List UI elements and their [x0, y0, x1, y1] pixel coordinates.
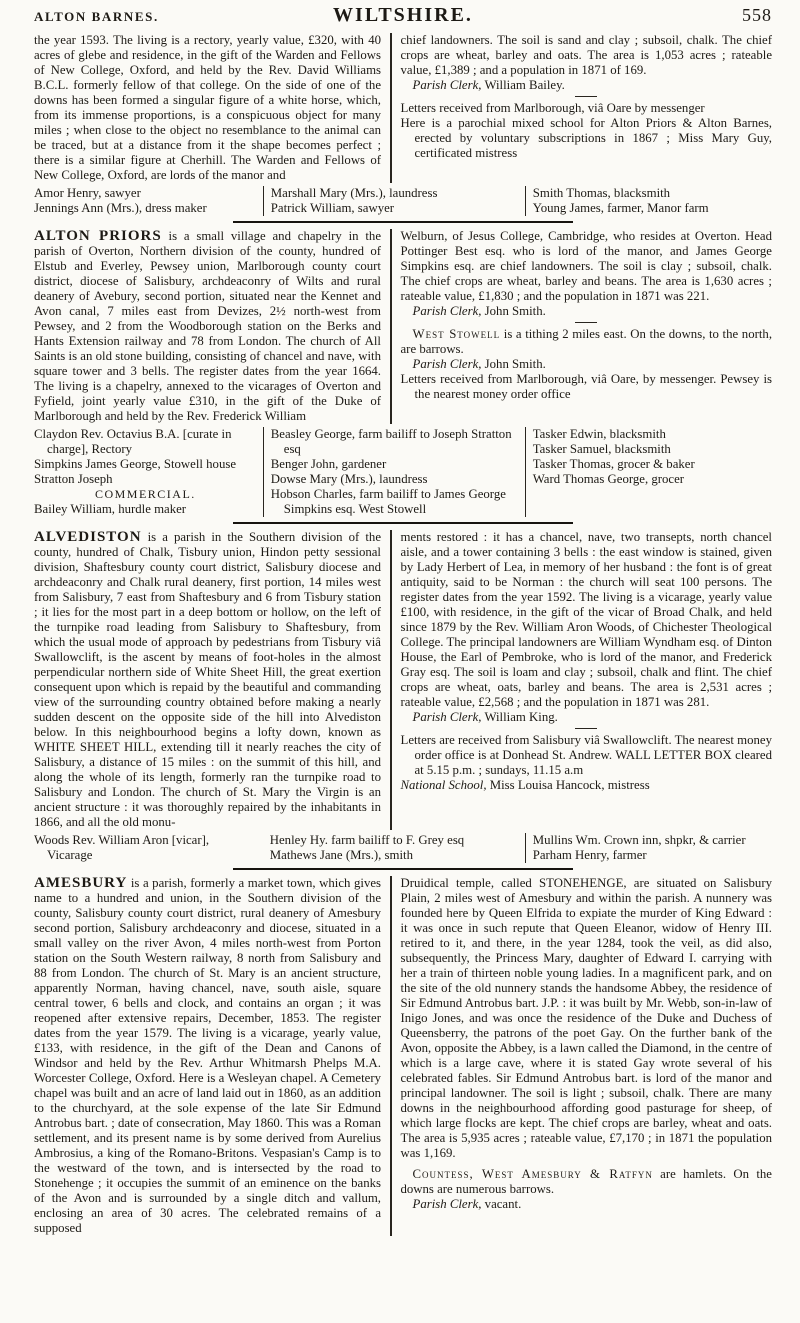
entry-text: is a parish, formerly a market town, which gives name to a hundred and union, in the Southern division of the county, Salisbury county court district, rural deanery of Amesbury second portion, Salisbury archdeaconry and diocese, situated in a small valley on the river Avon, 4 miles north-west from Porton station on the South Western railway, 8 north from Salisbury and 88 from London. The church of St. Mary is an ancient structure, apparently Norman, having chancel, nave, south aisle, square central tower, 6 bells and clock, and contains an organ ; it was reopened after extensive repairs, December, 1853. The register dates from the year 1579. The living is a vicarage, yearly value, £133, with residence, in the gift of the Dean and Canons of Windsor and held by the Rev. Arthur Whitmarsh Phelps M.A. Worcester College, Oxford. Here is a Wesleyan chapel. A Cemetery chapel was built and an acre of land laid out in 1860, as an addition to the churchyard, at the sole expense of the late Sir Edmund Antrobus bart. ; date of consecration, May 1860. This was a Roman settlement, and its present name is by some derived from Aurelius Ambrosius, a king of the Romano-Britons. Vespasian's Camp is to the westward of the town, and is intersected by the road to Stonehenge ; it occupies the summit of an eminence on the banks of the Avon and is surrounded by a single ditch and vallum, enclosing an area of 30 acres. The celebrated remains of a supposed	[34, 876, 382, 1235]
text-column-left	[34, 876, 390, 1236]
text-column-right	[392, 876, 773, 1236]
directory-entry: Young James, farmer, Manor farm	[532, 201, 709, 215]
two-column-text	[34, 33, 772, 183]
paragraph: the year 1593. The living is a rectory, yearly value, £320, with 40 acres of glebe and residence, in the gift of the Warden and Fellows of New College, Oxford, and held by the Rev. David Williams B.C.L. formerly fellow of that college. On the side of one of the downs has been formed a singular figure of a white horse, which, from its immense proportions, is a conspicuous object for many miles ; when close to the object no resemblance to the animal can be traced, but at a distance from it the shape becomes perfect ; there is a similar figure at Cherhill. The Warden and Fellows of New College, Oxford, are lords of the manor and	[34, 33, 381, 182]
hamlet-name: West Stowell	[412, 327, 501, 341]
section-alton-barnes	[34, 33, 772, 223]
parish-clerk-line	[401, 78, 773, 93]
directory-column	[263, 427, 525, 517]
parish-clerk-line	[401, 304, 773, 319]
parish-clerk-label: Parish Clerk,	[412, 1197, 482, 1211]
two-column-text	[34, 876, 772, 1236]
parish-clerk-label: Parish Clerk,	[412, 304, 482, 318]
entry-text: is a parish in the Southern division of the county, hundred of Chalk, Tisbury union, Hindon petty sessional division, Shaftesbury county court district, Salisbury diocese and archdeaconry and Chalk rural deanery, first portion, 14 miles west from Salisbury, 7 east from Shaftesbury and 6 from Tisbury station ; it lies for the most part in a deep bottom or hollow, on the left of the turnpike road leading from Salisbury to Shaftesbury, from which the usual mode of approach by pedestrians from Tisbury viâ Swallowclift, is the ascent by means of foot-holes in the almost perpendicular northern side of White Sheet Hill, the great exertion consequent upon which is repaid by the beautiful and commanding view of the surrounding country obtained before making a nearly sudden descent on the opposite side of the hill into Alvediston below. In this neighbourhood begins a lofty down, known as WHITE SHEET HILL, extending till it nearly reaches the city of Salisbury, a distance of 15 miles : on the summit of this hill, and along the whole of its length, formerly ran the turnpike road to Salisbury and London. The church of St. Mary the Virgin is an ancient structure : it was thoroughly repaired by the inhabitants in 1866, and all the old monu-	[34, 530, 381, 829]
two-column-text	[34, 530, 772, 830]
text-column-right	[392, 33, 773, 183]
directory-column	[525, 186, 772, 216]
hamlet-text: is a tithing 2 miles east. On the downs, to the north, are barrows.	[400, 327, 773, 356]
school-note: Here is a parochial mixed school for Alton Priors & Alton Barnes, erected by voluntary subscriptions in 1867 ; Miss Mary Guy, certificated mistress	[400, 116, 772, 160]
entry-heading: ALVEDISTON	[34, 529, 142, 545]
text-column-left	[34, 530, 390, 830]
directory-entry: Smith Thomas, blacksmith	[532, 186, 671, 200]
directory-entry: Tasker Samuel, blacksmith	[532, 442, 671, 456]
parish-clerk-name: vacant.	[484, 1197, 522, 1211]
directory-listing	[34, 427, 772, 517]
directory-entry: Hobson Charles, farm bailiff to James George Simpkins esq. West Stowell	[270, 487, 506, 516]
directory-entry: Marshall Mary (Mrs.), laundress	[270, 186, 438, 200]
text-column-left	[34, 229, 390, 424]
parish-clerk-name: John Smith.	[484, 304, 546, 318]
directory-entry: Jennings Ann (Mrs.), dress maker	[34, 201, 207, 215]
directory-entry: Woods Rev. William Aron [vicar], Vicarage	[34, 833, 210, 862]
entry-text: is a small village and chapelry in the parish of Overton, Northern division of the county, hundred of Elstub and Everley, Pewsey union, Marlborough county court district, diocese of Salisbury, archdeaconry of Wilts and rural deanery of Avebury, second portion, situated near the Kennet and Avon canal, 7 miles east from Devizes, 2½ north-west from Pewsey, and 2 from the Woodborough station on the Berks and Hants Extension railway and 78 from London. The church of All Saints is an old stone building, consisting of chancel and nave, with square tower and 3 bells. The register dates from the year 1664. The living is a chapelry, annexed to the vicarages of Overton and Fyfield, joint yearly value £310, in the gift of the Duke of Marlborough and held by the Rev. Frederick William	[34, 229, 381, 423]
directory-entry: Tasker Thomas, grocer & baker	[532, 457, 695, 471]
directory-entry: Stratton Joseph	[34, 472, 113, 486]
directory-entry: Parham Henry, farmer	[532, 848, 647, 862]
directory-column	[525, 833, 772, 863]
directory-column	[263, 833, 525, 863]
parish-clerk-line	[401, 357, 773, 372]
parish-clerk-label: Parish Clerk,	[412, 78, 482, 92]
section-divider-rule	[233, 221, 573, 223]
text-column-right	[392, 229, 773, 424]
directory-column	[34, 833, 263, 863]
paragraph	[34, 876, 381, 1236]
directory-column	[263, 186, 525, 216]
directory-entry: Henley Hy. farm bailiff to F. Grey esq	[269, 833, 465, 847]
paragraph	[34, 229, 381, 424]
directory-listing	[34, 833, 772, 863]
page-header	[34, 4, 772, 26]
text-column-right	[392, 530, 773, 830]
school-label: National School,	[400, 778, 487, 792]
directory-entry: Mathews Jane (Mrs.), smith	[269, 848, 413, 862]
running-head-left: ALTON BARNES.	[34, 9, 159, 24]
section-amesbury	[34, 876, 772, 1236]
entry-heading: AMESBURY	[34, 875, 128, 891]
parish-clerk-line	[401, 1197, 773, 1212]
hamlet-text: are hamlets. On the downs are numerous barrows.	[400, 1167, 772, 1196]
postal-note: Letters are received from Salisbury viâ Swallowclift. The nearest money order office is at Donhead St. Andrew. WALL LETTER BOX cleared at 5.15 p.m. ; sundays, 11.15 a.m	[400, 733, 772, 777]
directory-entry: Simpkins James George, Stowell house	[34, 457, 237, 471]
paragraph: Welburn, of Jesus College, Cambridge, who resides at Overton. Head Pottinger Best esq. who is lord of the manor, and James George Simpkins esq. are chief landowners. The soil is clay ; subsoil, chalk. The chief crops are wheat, barley and beans. The area is 1,630 acres ; rateable value, £1,830 ; and the population in 1871 was 221.	[400, 229, 772, 303]
paragraph: Druidical temple, called STONEHENGE, are situated on Salisbury Plain, 2 miles west of Amesbury and within the parish. A nunnery was founded here by Queen Elfrida to expiate the murder of King Edward : it was once in such repute that Queen Eleanor, widow of Henry III. retired to it, and there, in the year 1284, took the veil, as did also, subsequently, the Princess Mary, daughter of Edward I. carrying with her a train of thirteen noble young ladies. In a magnificent park, and on the site of the old nunnery stands the handsome Abbey, the residence of Sir Edmund Antrobus bart. J.P. : it was built by Mr. Webb, son-in-law of Inigo Jones, and was once the residence of the Duke and Duchess of Queensberry, the patrons of the poet Gay. On the further bank of the Avon, opposite the Abbey, is a lawn called the Diamond, in the centre of which is a large cave, where it is stated Gay wrote several of his celebrated fables. Sir Edmund Antrobus bart. is lord of the manor and principal landowner. The soil is light ; subsoil, chalk. There are many downs in the neighbourhood affording good pasturage for sheep, of which large flocks are kept. The chief crops are barley, wheat and oats. The area is 5,935 acres ; rateable value, £7,170 ; in 1871 the population was 1,169.	[400, 876, 772, 1160]
section-alton-priors	[34, 229, 772, 524]
directory-entry: Beasley George, farm bailiff to Joseph Stratton esq	[270, 427, 512, 456]
directory-entry: Mullins Wm. Crown inn, shpkr, & carrier	[532, 833, 746, 847]
section-divider-rule	[233, 868, 573, 870]
paragraph	[34, 530, 381, 830]
commercial-subheading: COMMERCIAL.	[94, 487, 196, 501]
directory-column	[525, 427, 772, 517]
page-number: 558	[741, 5, 772, 25]
postal-note: Letters received from Marlborough, viâ Oare, by messenger. Pewsey is the nearest money order office	[400, 372, 772, 401]
directory-entry: Ward Thomas George, grocer	[532, 472, 685, 486]
directory-entry: Bailey William, hurdle maker	[34, 502, 187, 516]
paragraph: ments restored : it has a chancel, nave, two transepts, north chancel aisle, and a tower containing 3 bells : the east window is stained, given by Lady Herbert of Lea, in memory of her husband : the font is of great antiquity, said to be Norman : the church will seat 100 persons. The register dates from the year 1592. The living is a vicarage, yearly value £100, with residence, in the gift of the vicar of Broad Chalk, and held since 1879 by the Rev. William Aron Woods, of Chichester Theological College. The principal landowners are William Wyndham esq. of Dinton House, the Earl of Pembroke, who is lord of the manor, and Frederick Gray esq. The soil is loam and clay ; subsoil, chalk and flint. The chief crops are wheat, oats, barley and beans. The area is 2,531 acres ; rateable value, £2,568 ; and the population in 1871 was 281.	[400, 530, 773, 709]
text-column-left	[34, 33, 390, 183]
parish-clerk-name: John Smith.	[484, 357, 546, 371]
parish-clerk-name: William King.	[484, 710, 558, 724]
paragraph-separator-rule	[575, 728, 597, 729]
directory-entry: Dowse Mary (Mrs.), laundress	[270, 472, 428, 486]
paragraph: chief landowners. The soil is sand and clay ; subsoil, chalk. The chief crops are wheat, barley and oats. The area is 1,053 acres ; rateable value, £1,389 ; and a population in 1871 of 169.	[400, 33, 772, 77]
directory-column	[34, 186, 263, 216]
directory-entry: Benger John, gardener	[270, 457, 387, 471]
parish-clerk-line	[401, 710, 773, 725]
west-stowell-note	[401, 327, 773, 357]
school-note	[401, 778, 773, 793]
directory-entry: Patrick William, sawyer	[270, 201, 395, 215]
directory-entry: Claydon Rev. Octavius B.A. [curate in charge], Rectory	[34, 427, 232, 456]
section-divider-rule	[233, 522, 573, 524]
hamlets-note	[401, 1167, 773, 1197]
parish-clerk-label: Parish Clerk,	[412, 357, 482, 371]
directory-listing	[34, 186, 772, 216]
postal-note: Letters received from Marlborough, viâ Oare by messenger	[400, 101, 705, 115]
entry-heading: ALTON PRIORS	[34, 228, 162, 244]
parish-clerk-label: Parish Clerk,	[412, 710, 482, 724]
hamlet-names: Countess, West Amesbury & Ratfyn	[412, 1167, 653, 1181]
paragraph-separator-rule	[575, 96, 597, 97]
directory-entry: Amor Henry, sawyer	[34, 186, 141, 200]
two-column-text	[34, 229, 772, 424]
school-text: Miss Louisa Hancock, mistress	[489, 778, 650, 792]
page-title: WILTSHIRE.	[333, 4, 473, 26]
section-alvediston	[34, 530, 772, 870]
directory-entry: Tasker Edwin, blacksmith	[532, 427, 666, 441]
directory-column	[34, 427, 263, 517]
parish-clerk-name: William Bailey.	[484, 78, 565, 92]
paragraph-separator-rule	[575, 322, 597, 323]
